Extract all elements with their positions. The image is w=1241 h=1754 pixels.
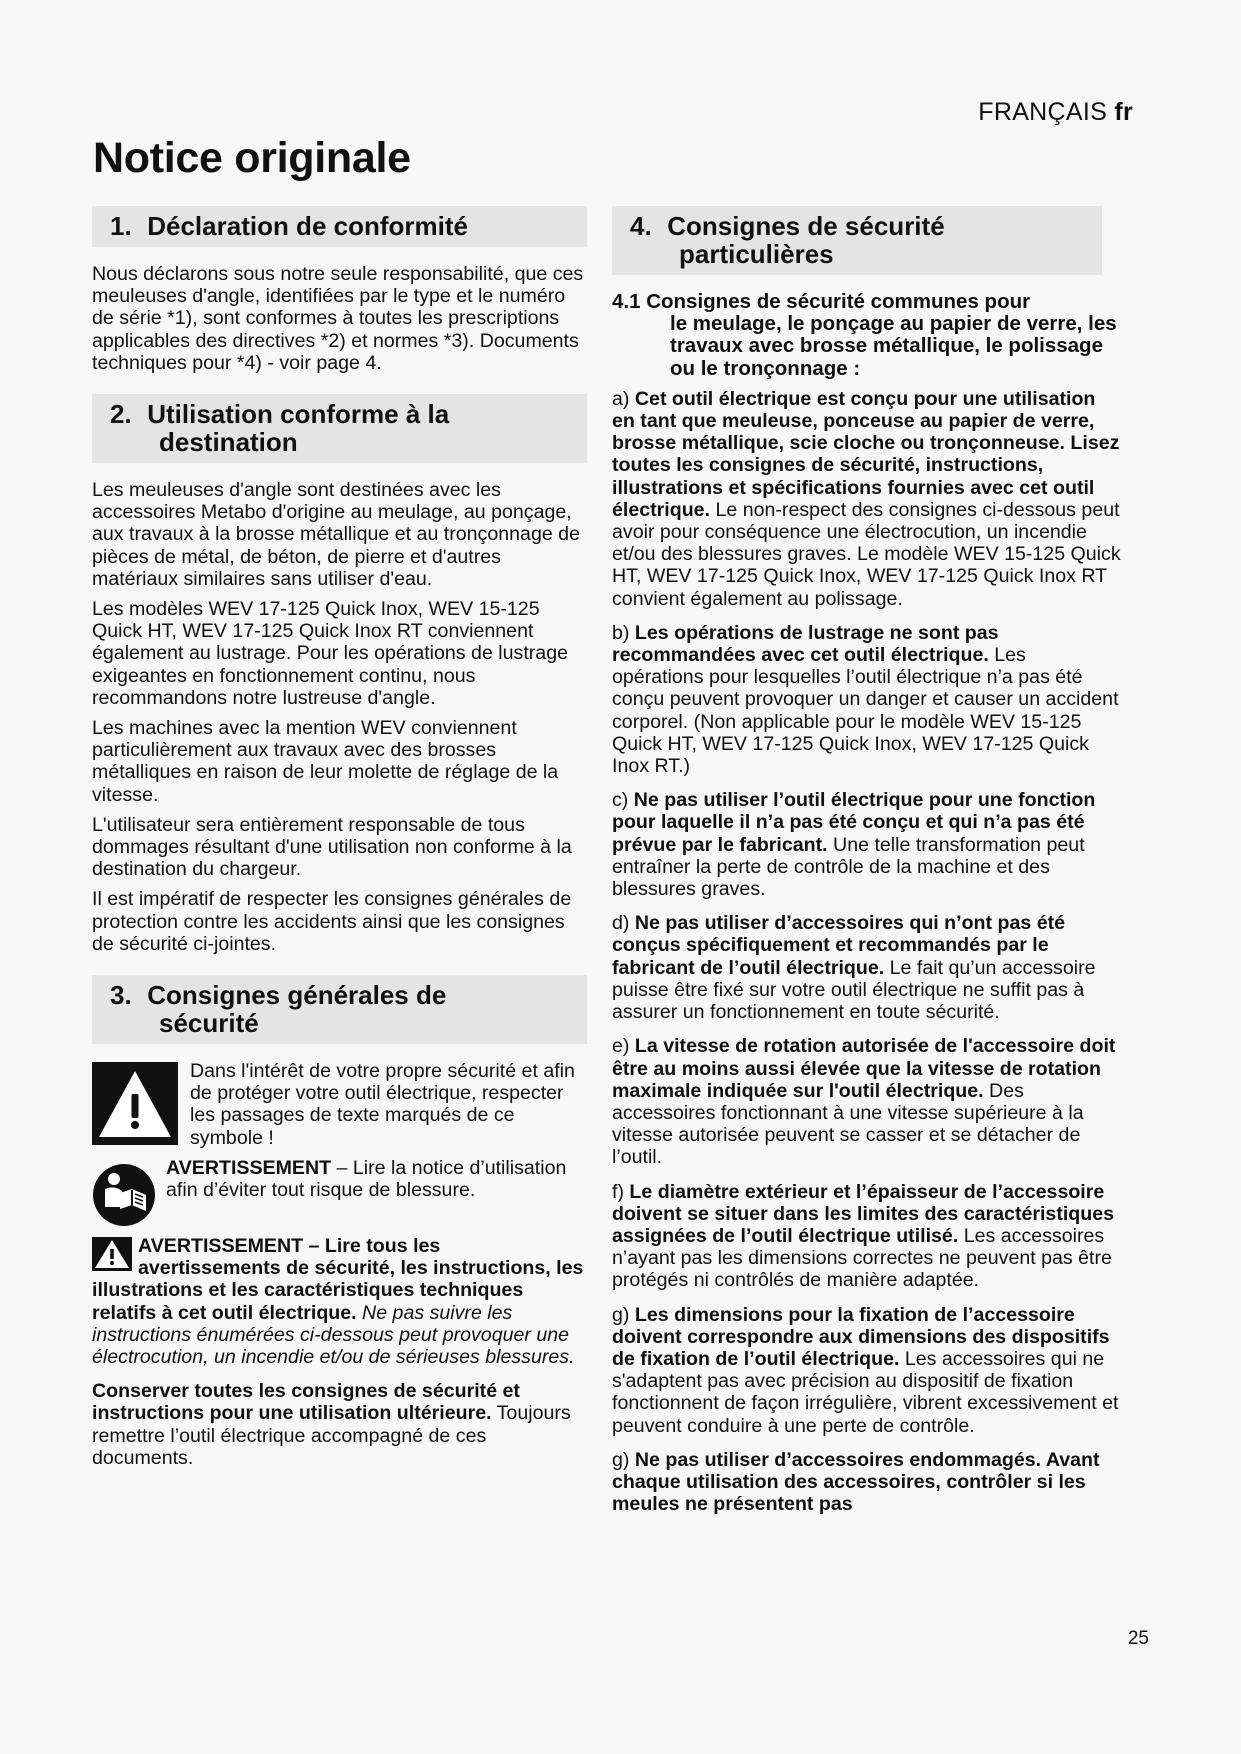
safety-item-letter: g) (612, 1303, 630, 1326)
left-column (92, 206, 587, 1477)
safety-item-bold: Ne pas utiliser l’outil électrique pour une fonction pour laquelle il n’a pas été conçu et qui n’a pas été prévue par le fabricant. (612, 789, 1096, 856)
general-warning-bold: AVERTISSEMENT – Lire tous les avertissements de sécurité, les instructions, les illustrations et les caractéristiques techniques relatifs à cet outil électrique. (92, 1234, 584, 1324)
subsection-4-1-rest: le meulage, le ponçage au papier de verre, les travaux avec brosse métallique, le polissage ou le tronçonnage : (670, 312, 1117, 380)
language-header (978, 98, 1133, 127)
keep-instructions (92, 1380, 587, 1469)
read-manual-text (166, 1157, 587, 1201)
read-manual-icon (92, 1163, 156, 1227)
read-manual-bold: AVERTISSEMENT (166, 1156, 332, 1179)
section-1-title: Déclaration de conformité (147, 211, 468, 241)
safety-item-bold: Ne pas utiliser d’accessoires endommagés. Avant chaque utilisation des accessoires, contrôler si les meules ne présentent pas (612, 1448, 1100, 1516)
safety-item-letter: b) (612, 621, 630, 644)
safety-item-text: Le fait qu’un accessoire puisse être fixé sur votre outil électrique ne suffit pas à assurer un fonctionnement en toute sécurité. (612, 956, 1096, 1024)
safety-item (612, 1449, 1122, 1516)
section-2-title-line2: destination (159, 427, 298, 458)
keep-instructions-text: Toujours remettre l’outil électrique accompagné de ces documents. (92, 1402, 571, 1469)
warning-small-icon (92, 1237, 132, 1271)
safety-item-letter: f) (612, 1180, 624, 1203)
section-4-title-line2: particulières (679, 239, 834, 269)
safety-item-bold: Les opérations de lustrage ne sont pas recommandées avec cet outil électrique. (612, 621, 999, 667)
section-4-heading (612, 206, 1102, 275)
general-warning-italic: Ne pas suivre les instructions énumérées ci-dessous peut provoquer une électrocution, un incendie et/ou de sérieuses blessures. (92, 1301, 575, 1368)
safety-item-letter: c) (612, 789, 629, 812)
safety-item-text: Une telle transformation peut entraîner la perte de contrôle de la machine et des blessures graves. (612, 833, 1085, 901)
safety-item-letter: g) (612, 1448, 630, 1471)
safety-item (612, 1035, 1122, 1168)
general-warning (92, 1235, 587, 1368)
safety-item-text: Des accessoires fonctionnant à une vitesse supérieure à la vitesse autorisée peuvent se casser et se détacher de l’outil. (612, 1079, 1084, 1169)
keep-instructions-bold: Conserver toutes les consignes de sécurité et instructions pour une utilisation ultérieure. (92, 1380, 520, 1425)
safety-item-bold: Cet outil électrique est conçu pour une utilisation en tant que meuleuse, ponceuse au papier de verre, brosse métallique, scie cloche ou tronçonneuse. Lisez toutes les consignes de sécurité, instructions, illustrations et spécifications fournies avec cet outil électrique. (612, 387, 1120, 521)
section-4-number: 4. (630, 211, 652, 241)
safety-item-bold: Ne pas utiliser d’accessoires qui n’ont pas été conçus spécifiquement et recommandés par le fabricant de l’outil électrique. (612, 912, 1066, 979)
warning-triangle-icon (92, 1062, 178, 1145)
safety-item-bold: La vitesse de rotation autorisée de l'accessoire doit être au moins aussi élevée que la vitesse de rotation maximale indiquée sur l'outil électrique. (612, 1035, 1116, 1102)
safety-item (612, 388, 1122, 610)
safety-item-text: Les accessoires n’ayant pas les dimensions correctes ne peuvent pas être protégés ni contrôlés de manière adaptée. (612, 1224, 1112, 1292)
section-2-paragraph: Les meuleuses d'angle sont destinées avec les accessoires Metabo d'origine au meulage, au ponçage, aux travaux à la brosse métallique et au tronçonnage de pièces de métal, de béton, de pierre et d'autres matériaux similaires sans utiliser d'eau. (92, 479, 580, 590)
section-3-number: 3. (110, 980, 132, 1011)
section-2-paragraph: L'utilisateur sera entièrement responsable de tous dommages résultant d'une utilisation non conforme à la destination du chargeur. (92, 813, 572, 881)
safety-item (612, 1304, 1122, 1437)
section-1-number: 1. (110, 211, 132, 241)
subsection-4-1-number: 4.1 (612, 290, 641, 313)
safety-symbol-text: Dans l'intérêt de votre propre sécurité et afin de protéger votre outil électrique, respecter les passages de texte marqués de ce symbole ! (190, 1060, 575, 1149)
general-warning-text (92, 1235, 587, 1368)
safety-item-bold: Le diamètre extérieur et l’épaisseur de l’accessoire doivent se situer dans les limites des caractéristiques assignées de l’outil électrique utilisé. (612, 1180, 1115, 1247)
page-number: 25 (1127, 1628, 1149, 1649)
safety-symbol-note (92, 1060, 587, 1149)
safety-item (612, 1181, 1122, 1292)
section-4-title-line1: Consignes de sécurité (667, 211, 945, 241)
safety-item (612, 912, 1122, 1023)
safety-item-letter: d) (612, 912, 630, 935)
section-3-heading (92, 975, 587, 1044)
safety-item (612, 622, 1122, 777)
section-1-heading (92, 206, 587, 247)
section-2-heading (92, 394, 587, 463)
section-2-paragraph: Les machines avec la mention WEV conviennent particulièrement aux travaux avec des brosses métalliques en raison de leur molette de réglage de la vitesse. (92, 717, 559, 806)
subsection-4-1-line1: Consignes de sécurité communes pour (646, 290, 1031, 313)
safety-item-text: Le non-respect des consignes ci-dessous peut avoir pour conséquence une électrocution, un incendie et/ou des blessures graves. Le modèle WEV 15-125 Quick HT, WEV 17-125 Quick Inox, WEV 17-125 Quick Inox RT convient également au polissage. (612, 498, 1121, 610)
safety-item-text: Les opérations pour lesquelles l’outil électrique n’a pas été conçu peuvent provoquer un danger et causer un accident corporel. (Non applicable pour le modèle WEV 15-125 Quick HT, WEV 17-125 Quick Inox, WEV 17-125 Quick Inox RT.) (612, 644, 1119, 778)
section-2-number: 2. (110, 399, 132, 430)
page-title: Notice originale (93, 134, 411, 182)
section-2-paragraph: Les modèles WEV 17-125 Quick Inox, WEV 15-125 Quick HT, WEV 17-125 Quick Inox RT conviennent également au lustrage. Pour les opérations de lustrage exigeantes en fonctionnement continu, nous recommandons notre lustreuse d'angle. (92, 598, 568, 709)
section-2-paragraph: Il est impératif de respecter les consignes générales de protection contre les accidents ainsi que les consignes de sécurité ci-jointes. (92, 888, 572, 955)
safety-item-text: Les accessoires qui ne s'adaptent pas avec précision au dispositif de fixation fonctionnent de façon irrégulière, vibrent excessivement et peuvent conduire à une perte de contrôle. (612, 1347, 1119, 1437)
section-2-title-line1: Utilisation conforme à la (147, 399, 450, 430)
safety-item-letter: e) (612, 1035, 630, 1058)
language-name: FRANÇAIS (978, 98, 1108, 126)
section-3-title-line2: sécurité (159, 1008, 259, 1039)
right-column (612, 206, 1122, 1523)
language-code: fr (1114, 98, 1133, 126)
subsection-4-1-heading (612, 291, 1122, 380)
section-3-title-line1: Consignes générales de (147, 980, 447, 1011)
safety-item (612, 789, 1122, 900)
read-manual-rest: – Lire la notice d’utilisation afin d’éviter tout risque de blessure. (166, 1156, 567, 1202)
safety-item-bold: Les dimensions pour la fixation de l’accessoire doivent correspondre aux dimensions des dispositifs de fixation de l’outil électrique. (612, 1303, 1110, 1370)
safety-item-letter: a) (612, 387, 630, 410)
read-manual-warning (92, 1157, 587, 1227)
section-1-body: Nous déclarons sous notre seule responsabilité, que ces meuleuses d'angle, identifiées par le type et le numéro de série *1), sont conformes à toutes les prescriptions applicables des directives *2) et normes *3). Documents techniques pour *4) - voir page 4. (92, 263, 584, 374)
